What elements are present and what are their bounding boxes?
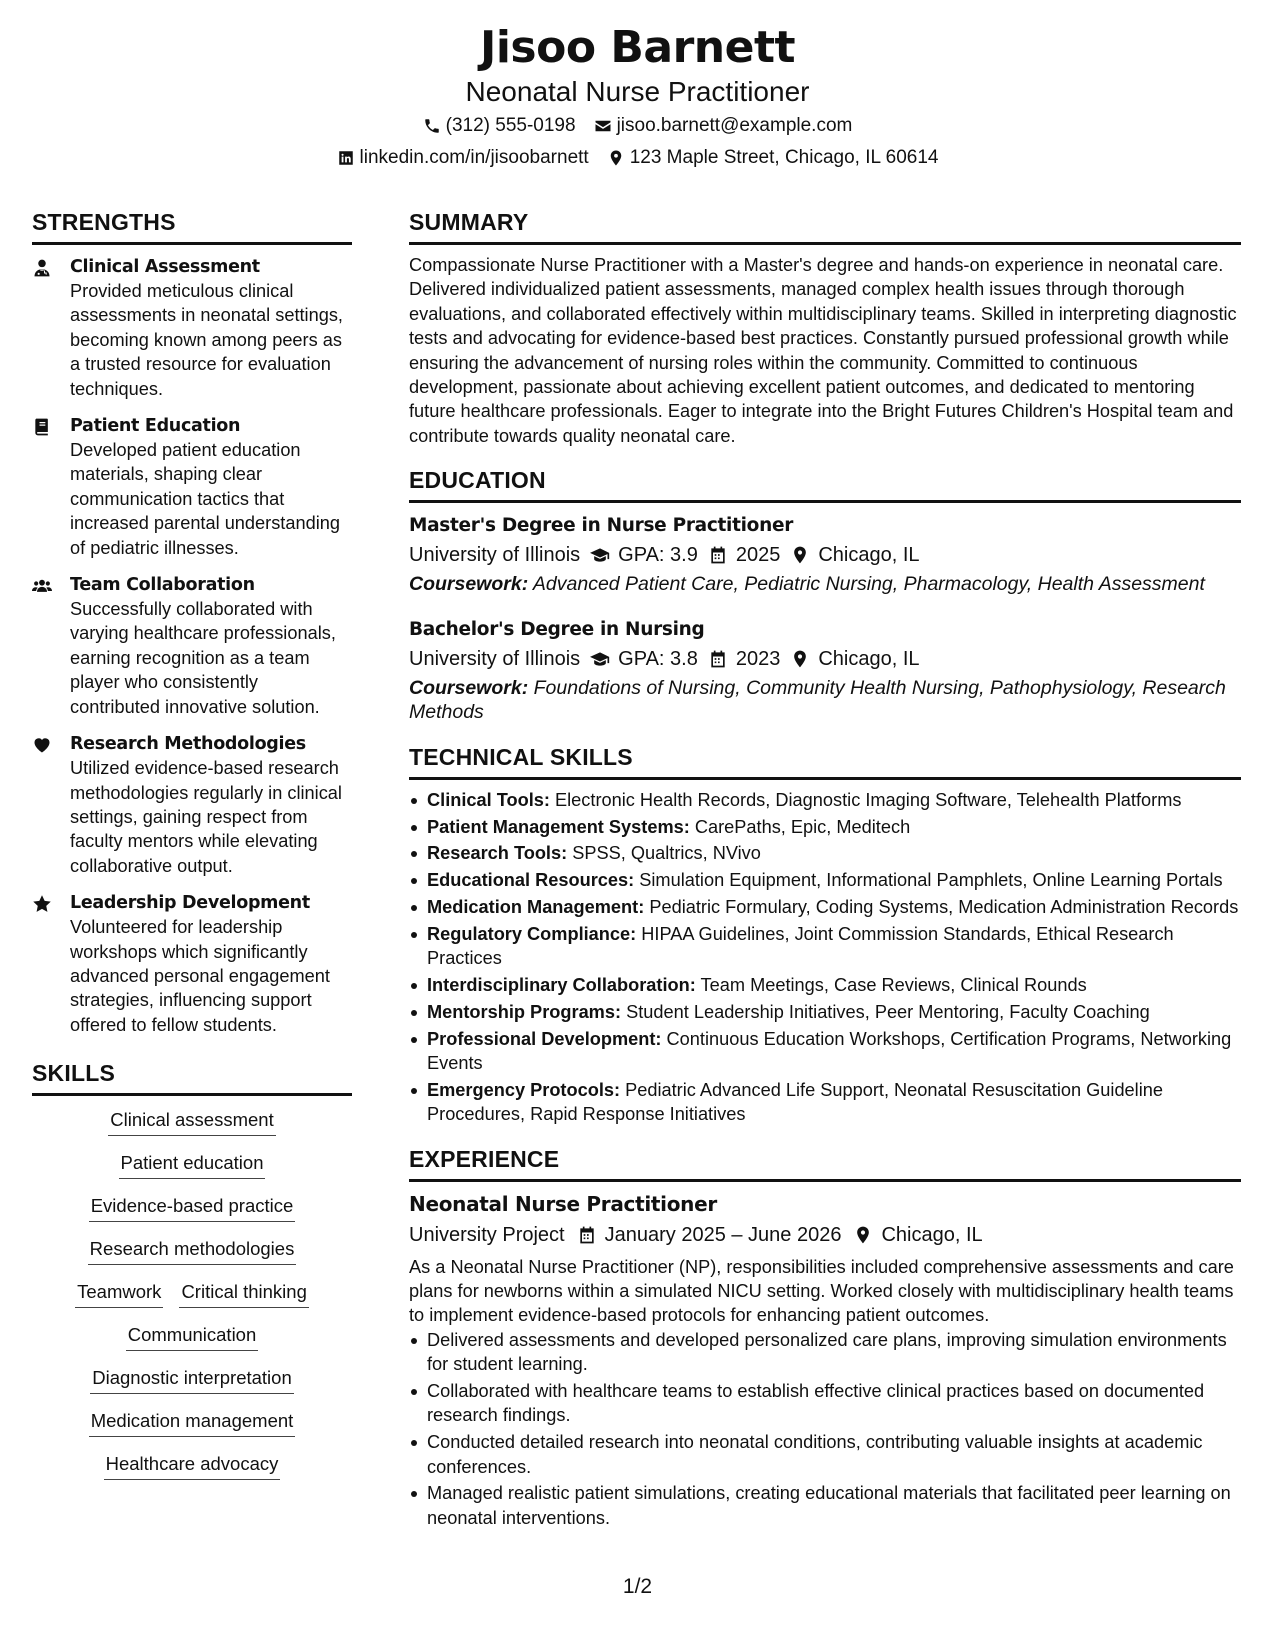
school-location: Chicago, IL <box>818 647 920 670</box>
address-text: 123 Maple Street, Chicago, IL 60614 <box>629 147 939 168</box>
strength-title: Team Collaboration <box>70 575 255 596</box>
experience-heading: EXPERIENCE <box>409 1145 1241 1182</box>
strength-item <box>32 732 352 878</box>
school-name: University of Illinois <box>409 647 581 670</box>
experience-section <box>409 1145 1241 1531</box>
gpa-text: GPA: 3.9 <box>618 544 698 567</box>
skill-values: SPSS, Qualtrics, NVivo <box>572 843 761 864</box>
skill-category: Clinical Tools: <box>427 789 550 810</box>
skill-values: HIPAA Guidelines, Joint Commission Standards, Ethical Research Practices <box>427 923 1174 969</box>
contact-row-primary <box>0 114 1275 138</box>
contact-linkedin[interactable] <box>337 146 589 170</box>
list-item <box>409 1078 1241 1127</box>
right-column <box>409 208 1241 1533</box>
skill-category: Regulatory Compliance: <box>427 923 637 944</box>
list-item <box>409 973 1241 997</box>
list-item: Conducted detailed research into neonatal conditions, contributing valuable insights at academic conferences. <box>409 1430 1241 1479</box>
skill-values: Team Meetings, Case Reviews, Clinical Rounds <box>700 974 1087 995</box>
strength-desc: Utilized evidence-based research methodologies regularly in clinical settings, gaining respect from faculty mentors while elevating collaborative output. <box>70 758 342 876</box>
skill-category: Medication Management: <box>427 896 645 917</box>
strength-item <box>32 414 352 560</box>
skill-values: Simulation Equipment, Informational Pamphlets, Online Learning Portals <box>639 870 1223 891</box>
candidate-name: Jisoo Barnett <box>479 22 796 73</box>
strength-title: Clinical Assessment <box>70 257 260 277</box>
strength-item <box>32 255 352 401</box>
coursework-label: Coursework: <box>409 676 529 699</box>
skill-category: Educational Resources: <box>427 870 635 891</box>
heart-icon <box>32 735 52 755</box>
education-meta <box>409 541 1241 569</box>
list-item: Collaborated with healthcare teams to establish effective clinical practices based on documented research findings. <box>409 1379 1241 1428</box>
strengths-list <box>32 255 352 1037</box>
summary-text: Compassionate Nurse Practitioner with a Master's degree and hands-on experience in neonatal care. Delivered individualized patient assessments, managed complex health issues through thorough evaluations, and collaborated effectively within multidisciplinary teams. Skilled in interpreting diagnostic tests and advocating for evidence-based best practices. Constantly pursued professional growth while ensuring the advancement of nursing roles within the community. Committed to continuous development, passionate about achieving excellent patient outcomes, and dedicated to mentoring future healthcare professionals. Eager to integrate into the Bright Futures Children's Hospital team and contribute towards quality neonatal care. <box>409 255 1237 446</box>
strength-desc: Successfully collaborated with varying healthcare professionals, earning recognition as a team player who consistently contributed innovative solution. <box>70 599 336 717</box>
skill-category: Emergency Protocols: <box>427 1079 621 1100</box>
school-name: University of Illinois <box>409 544 581 567</box>
linkedin-icon <box>337 149 355 167</box>
education-entry <box>409 617 1241 725</box>
coursework-label: Coursework: <box>409 573 529 596</box>
experience-description: As a Neonatal Nurse Practitioner (NP), responsibilities included comprehensive assessments and care plans for newborns within a simulated NICU setting. Worked closely with multidisciplinary health teams to implement evidence-based protocols for enhancing patient outcomes. <box>409 1256 1234 1326</box>
user-doctor-icon <box>32 258 52 278</box>
skill-tag: Teamwork <box>75 1280 163 1308</box>
map-pin-icon <box>607 149 625 167</box>
contact-row-secondary <box>0 146 1275 170</box>
star-icon <box>32 894 52 914</box>
calendar-icon <box>577 1225 597 1245</box>
graduation-year: 2023 <box>735 647 781 670</box>
skill-values: Student Leadership Initiatives, Peer Mentoring, Faculty Coaching <box>626 1001 1150 1022</box>
linkedin-text: linkedin.com/in/jisoobarnett <box>359 147 589 168</box>
graduation-cap-icon <box>590 649 610 669</box>
education-heading: EDUCATION <box>409 466 1241 503</box>
calendar-icon <box>708 545 728 565</box>
skill-tag: Diagnostic interpretation <box>90 1366 294 1394</box>
resume-header <box>0 20 1275 170</box>
map-pin-icon <box>790 649 810 669</box>
skill-tag: Communication <box>126 1323 259 1351</box>
skill-category: Research Tools: <box>427 843 568 864</box>
list-item: Managed realistic patient simulations, creating educational materials that facilitated peer learning on neonatal interventions. <box>409 1481 1241 1530</box>
skills-list <box>32 1108 352 1495</box>
degree-title: Master's Degree in Nurse Practitioner <box>409 515 794 537</box>
skills-heading: SKILLS <box>32 1059 352 1096</box>
degree-title: Bachelor's Degree in Nursing <box>409 618 705 640</box>
skill-tag: Clinical assessment <box>108 1108 275 1136</box>
education-section <box>409 466 1241 725</box>
skill-values: Electronic Health Records, Diagnostic Imaging Software, Telehealth Platforms <box>555 789 1182 810</box>
list-item <box>409 868 1241 892</box>
technical-skills-section <box>409 743 1241 1127</box>
skill-values: Continuous Education Workshops, Certification Programs, Networking Events <box>427 1028 1232 1073</box>
left-column <box>32 208 352 1495</box>
experience-meta <box>409 1221 1241 1249</box>
phone-icon <box>423 117 441 135</box>
book-icon <box>32 417 52 437</box>
technical-skills-list <box>409 788 1241 1127</box>
list-item <box>409 895 1241 919</box>
education-entry <box>409 513 1241 597</box>
list-item <box>409 841 1241 865</box>
strengths-heading: STRENGTHS <box>32 208 352 245</box>
users-icon <box>32 576 52 596</box>
school-location: Chicago, IL <box>818 544 920 567</box>
strength-item <box>32 891 352 1037</box>
technical-skills-heading: TECHNICAL SKILLS <box>409 743 1241 780</box>
list-item <box>409 788 1241 812</box>
list-item <box>409 1027 1241 1076</box>
graduation-cap-icon <box>590 545 610 565</box>
graduation-year: 2025 <box>735 544 781 567</box>
strength-desc: Provided meticulous clinical assessments in neonatal settings, becoming known among peers as a trusted resource for evaluation techniques. <box>70 281 343 399</box>
contact-phone[interactable] <box>423 114 576 138</box>
email-text: jisoo.barnett@example.com <box>616 115 853 136</box>
education-meta <box>409 645 1241 673</box>
strength-desc: Volunteered for leadership workshops which significantly advanced personal engagement strategies, influencing support offered to fellow students. <box>70 917 330 1035</box>
skill-category: Patient Management Systems: <box>427 816 690 837</box>
strength-item <box>32 573 352 719</box>
list-item <box>409 815 1241 839</box>
skill-category: Mentorship Programs: <box>427 1001 622 1022</box>
skill-values: CarePaths, Epic, Meditech <box>694 816 911 837</box>
map-pin-icon <box>853 1225 873 1245</box>
coursework-text: Foundations of Nursing, Community Health Nursing, Pathophysiology, Research Methods <box>409 676 1226 724</box>
candidate-title: Neonatal Nurse Practitioner <box>465 76 810 107</box>
skill-values: Pediatric Advanced Life Support, Neonatal Resuscitation Guideline Procedures, Rapid Response Initiatives <box>427 1079 1163 1125</box>
strength-desc: Developed patient education materials, shaping clear communication tactics that increased parental understanding of pediatric illnesses. <box>70 440 340 558</box>
experience-org: University Project <box>409 1223 565 1246</box>
coursework <box>409 676 1241 725</box>
contact-email[interactable] <box>594 114 853 138</box>
list-item <box>409 1000 1241 1024</box>
calendar-icon <box>708 649 728 669</box>
strength-title: Patient Education <box>70 416 241 437</box>
coursework <box>409 572 1241 597</box>
experience-location: Chicago, IL <box>881 1223 983 1246</box>
skill-tag: Medication management <box>89 1409 296 1437</box>
page-number: 1/2 <box>622 1575 653 1598</box>
map-pin-icon <box>790 545 810 565</box>
strength-title: Research Methodologies <box>70 734 306 755</box>
skill-tag: Research methodologies <box>88 1237 297 1265</box>
skill-tag: Patient education <box>119 1151 266 1179</box>
experience-role: Neonatal Nurse Practitioner <box>409 1191 717 1216</box>
contact-address <box>607 146 939 170</box>
experience-dates: January 2025 – June 2026 <box>604 1223 842 1246</box>
summary-heading: SUMMARY <box>409 208 1241 245</box>
skill-tag: Healthcare advocacy <box>104 1452 281 1480</box>
experience-bullets <box>409 1328 1241 1530</box>
phone-text: (312) 555-0198 <box>445 115 576 136</box>
skill-tag: Critical thinking <box>179 1280 308 1308</box>
envelope-icon <box>594 117 612 135</box>
list-item <box>409 922 1241 971</box>
skill-values: Pediatric Formulary, Coding Systems, Medication Administration Records <box>649 896 1239 917</box>
gpa-text: GPA: 3.8 <box>618 647 698 670</box>
skill-tag: Evidence-based practice <box>89 1194 296 1222</box>
coursework-text: Advanced Patient Care, Pediatric Nursing, Pharmacology, Health Assessment <box>532 573 1205 596</box>
list-item: Delivered assessments and developed personalized care plans, improving simulation environments for student learning. <box>409 1328 1241 1377</box>
skill-category: Interdisciplinary Collaboration: <box>427 974 696 995</box>
skill-category: Professional Development: <box>427 1028 662 1049</box>
strength-title: Leadership Development <box>70 893 310 914</box>
